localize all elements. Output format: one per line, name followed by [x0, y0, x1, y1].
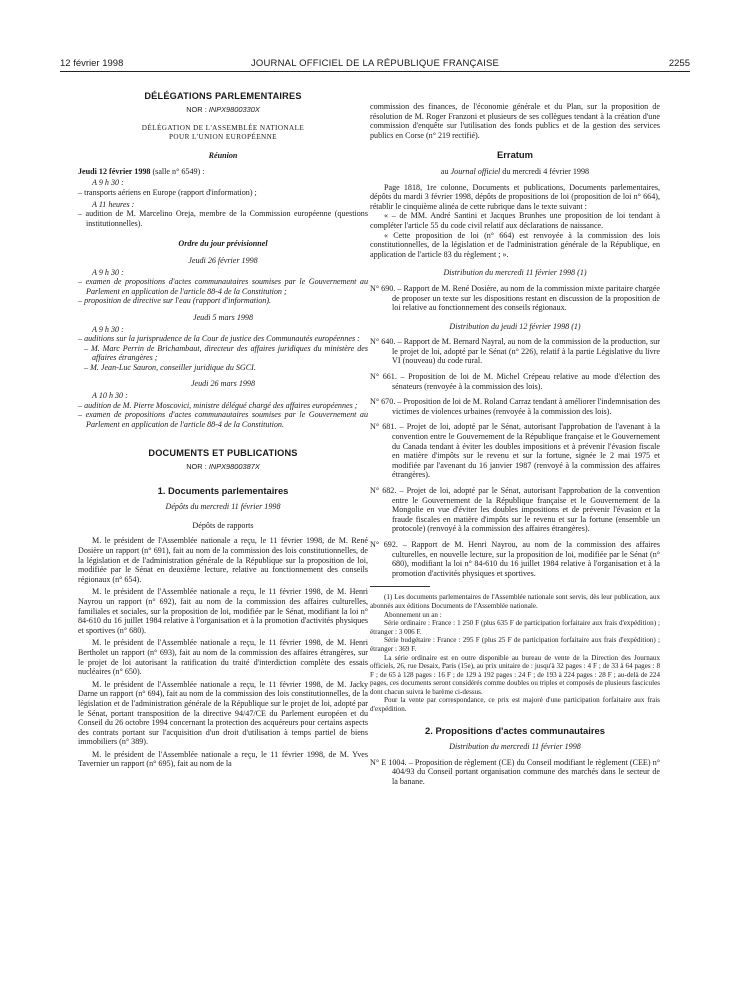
agenda-item: – auditions sur la jurisprudence de la Cour de justice des Communautés européennes :	[78, 334, 360, 344]
erratum-paragraph: « Cette proposition de loi (n° 664) est renvoyée à la commission des lois constitutionnelles, de la législation et de l'administration générale de la République, en application de l'article 83 du règlement ; ».	[370, 230, 660, 259]
agenda-date: Jeudi 5 mars 1998	[192, 312, 254, 322]
document-entry: N° 661. – Proposition de loi de M. Michel Crépeau relative au mode d'élection des sénateurs (renvoyée à la commission des lois).	[370, 372, 660, 391]
time-slot: A 9 h 30 :	[92, 324, 124, 334]
distribution-heading: Distribution du jeudi 12 février 1998 (1)	[449, 321, 581, 331]
document-entry: N° 690. – Rapport de M. René Dosière, au nom de la commission mixte paritaire chargée de proposer un texte sur les dispositions restant en discussion de la proposition de loi relative au fonctionnement des conseils régionaux.	[370, 283, 660, 313]
section-1-title: 1. Documents parlementaires	[157, 484, 289, 496]
agenda-subitem: – M. Marc Perrin de Brichambaut, directeur des affaires juridiques du ministère des affaires étrangères ;	[84, 343, 368, 363]
delegation-name: DÉLÉGATION DE L'ASSEMBLÉE NATIONALE POUR L'UNION EUROPÉENNE	[141, 124, 305, 142]
erratum-paragraph: « – de MM. André Santini et Jacques Brunhes une proposition de loi tendant à compléter l'article 55 du code civil relatif aux déclarations de naissance.	[370, 211, 660, 230]
document-entry: N° 670. – Proposition de loi de M. Roland Carraz tendant à améliorer l'indemnisation des victimes de violences urbaines (renvoyée à la commission des lois).	[370, 397, 660, 416]
delegations-nor: NOR : INPX9800330X	[186, 104, 260, 114]
agenda-item: – examen de propositions d'actes communautaires soumises par le Gouvernement au Parlement en application de l'article 88-4 de la Constitution.	[78, 410, 368, 429]
delegations-title: DÉLÉGATIONS PARLEMENTAIRES	[144, 91, 302, 101]
meeting-date: Jeudi 12 février 1998 (salle n° 6549) :	[78, 166, 205, 176]
footnote: La série ordinaire est en outre disponible au bureau de vente de la Direction des Journaux officiels, 26, rue Desaix, Paris (15e), au prix unitaire de : jusqu'à 32 pages : 4 F ; de 33 à 64 pages : 8 F ; de 65 à 128 pages : 16 F ; de 129 à 192 pages : 24 F ; de 193 à 224 pages : 28 F ; au-delà de 224 pages, ces documents seront considérés comme doubles ou triples et composés de plusieurs fascicules dont chacun suivra le barème ci-dessus.	[370, 653, 660, 696]
agenda-item: – audition de M. Pierre Moscovici, ministre délégué chargé des affaires européennes ;	[78, 400, 358, 410]
header-date: 12 février 1998	[60, 58, 124, 69]
report-paragraph: M. le président de l'Assemblée nationale a reçu, le 11 février 1998, de M. René Dosière un rapport (n° 691), fait au nom de la commission des lois constitutionnelles, de la législation et de l'administration générale de la République sur la proposition de loi, modifiée par le Sénat en deuxième lecture, relative au fonctionnement des conseils régionaux (n° 654).	[78, 536, 368, 584]
documents-title: DOCUMENTS ET PUBLICATIONS	[148, 448, 298, 459]
documents-nor: NOR : INPX9800387X	[186, 462, 260, 472]
provisional-agenda-heading: Ordre du jour prévisionnel	[178, 239, 268, 249]
report-paragraph: M. le président de l'Assemblée nationale a reçu, le 11 février 1998, de M. Henri Nayrou un rapport (n° 692), fait au nom de la commission des affaires culturelles, familiales et sociales, sur la proposition de loi, modifiée par le Sénat, modifiant la loi n° 84-610 du 16 juillet 1984 relative à l'organisation et à la promotion d'activités physiques et sportives (n° 680).	[78, 587, 368, 635]
footnote: Série ordinaire : France : 1 250 F (plus 635 F de participation forfaitaire aux frais d'expédition) ; étranger : 3 006 F.	[370, 619, 660, 636]
document-entry: N° 682. – Projet de loi, adopté par le Sénat, autorisant l'approbation de la convention entre le Gouvernement de la République française et le Gouvernement de la Mongolie en vue d'éviter les doubles impositions et de prévenir l'évasion et la fraude fiscales en matière d'impôts sur le revenu et sur la fortune (ensemble un protocole) (renvoyé à la commission des affaires étrangères).	[370, 486, 660, 534]
report-paragraph: M. le président de l'Assemblée nationale a reçu, le 11 février 1998, de M. Yves Tavernier un rapport (n° 695), fait au nom de la	[78, 749, 368, 769]
time-slot: A 11 heures :	[92, 199, 135, 209]
report-paragraph: M. le président de l'Assemblée nationale a reçu, le 11 février 1998, de M. Jacky Darne un rapport (n° 694), fait au nom de la commission des lois constitutionnelles, de la législation et de l'administration générale de la République sur le projet de loi, adopté par le Sénat, portant transposition de la directive 94/47/CE du Parlement européen et du Conseil du 26 octobre 1994 concernant la protection des acquéreurs pour certains aspects des contrats portant sur l'acquisition d'un droit d'utilisation à temps partiel de biens immobiliers (n° 389).	[78, 679, 368, 747]
footnote: Pour la vente par correspondance, ce prix est majoré d'une participation forfaitaire aux frais d'expédition.	[370, 696, 660, 714]
document-entry: N° 692. – Rapport de M. Henri Nayrou, au nom de la commission des affaires culturelles, en nouvelle lecture, sur la proposition de loi, modifiée par le Sénat (n° 680), modifiant la loi n° 84-610 du 16 juillet 1984 relative à l'organisation et à la promotion d'activités physiques et sportives.	[370, 539, 660, 578]
agenda-date: Jeudi 26 février 1998	[188, 255, 258, 265]
depots-label: Dépôts de rapports	[192, 520, 254, 530]
agenda-subitem: – M. Jean-Luc Sauron, conseiller juridique du SGCI.	[84, 362, 256, 372]
agenda-item: – proposition de directive sur l'eau (rapport d'information).	[78, 296, 272, 306]
reunion-heading: Réunion	[208, 151, 238, 161]
page-header	[60, 58, 690, 72]
continued-paragraph: commission des finances, de l'économie générale et du Plan, sur la proposition de résolution de M. Roger Franzoni et plusieurs de ses collègues tendant à la création d'une commission d'enquête sur l'utilisation des fonds publics et de la gestion des services publics en Corse (n° 219 rectifié).	[370, 102, 660, 140]
document-entry: N° E 1004. – Proposition de règlement (CE) du Conseil modifiant le règlement (CEE) n° 404/93 du Conseil portant organisation commune des marchés dans le secteur de la banane.	[370, 757, 660, 787]
agenda-date: Jeudi 26 mars 1998	[190, 379, 256, 389]
time-slot: A 9 h 30 :	[92, 178, 124, 188]
agenda-item: – audition de M. Marcelino Oreja, membre de la Commission européenne (questions institutionnelles).	[78, 209, 368, 228]
distribution-heading: Distribution du mercredi 11 février 1998 (1)	[443, 268, 587, 278]
footnote: Abonnement un an :	[384, 610, 442, 619]
footnote: (1) Les documents parlementaires de l'Assemblée nationale sont servis, dès leur publication, aux abonnés aux éditions Documents de l'Assemblée nationale.	[370, 593, 660, 610]
report-paragraph: M. le président de l'Assemblée nationale a reçu, le 11 février 1998, de M. Henri Bertholet un rapport (n° 693), fait au nom de la commission des affaires étrangères, sur le projet de loi autorisant la ratification du traité d'interdiction complète des essais nucléaires (n° 650).	[78, 638, 368, 677]
section-1-subtitle: Dépôts du mercredi 11 février 1998	[165, 502, 281, 512]
erratum-subtitle: au Journal officiel du mercredi 4 février 1998	[440, 166, 590, 176]
right-column	[370, 102, 660, 787]
header-page-number: 2255	[668, 58, 690, 69]
time-slot: A 10 h 30 :	[92, 391, 128, 401]
header-journal-title: JOURNAL OFFICIEL DE LA RÉPUBLIQUE FRANÇAISE	[250, 58, 500, 69]
time-slot: A 9 h 30 :	[92, 267, 124, 277]
section-2-title: 2. Propositions d'actes communautaires	[425, 724, 605, 736]
footnote: Série budgétaire : France : 295 F (plus 25 F de participation forfaitaire aux frais d'expédition) ; étranger : 369 F.	[370, 636, 660, 653]
document-entry: N° 640. – Rapport de M. Bernard Nayral, au nom de la commission de la production, sur le projet de loi, adopté par le Sénat (n° 226), relatif à la partie Législative du livre VI (nouveau) du code rural.	[370, 337, 660, 366]
agenda-item: – transports aériens en Europe (rapport d'information) ;	[78, 187, 257, 197]
document-entry: N° 681. – Projet de loi, adopté par le Sénat, autorisant l'approbation de l'avenant à la convention entre le Gouvernement de la République française et le Gouvernement du Canada tendant à éviter les doubles impositions et à prévenir l'évasion fiscale en matière d'impôts sur le revenu et sur la fortune, signée le 2 mai 1975 et modifiée par l'avenant du 16 janvier 1987 (renvoyé à la commission des affaires étrangères).	[370, 422, 660, 480]
footnote-rule	[370, 586, 430, 587]
erratum-heading: Erratum	[497, 149, 533, 161]
section-2-subtitle: Distribution du mercredi 11 février 1998	[449, 742, 581, 752]
erratum-paragraph: Page 1818, 1re colonne, Documents et publications, Documents parlementaires, dépôts du mardi 3 février 1998, dépôts de propositions de loi (proposition de loi n° 664), rétablir le cinquième alinéa de cette rubrique dans le texte suivant :	[370, 182, 660, 211]
agenda-item: – examen de propositions d'actes communautaires soumises par le Gouvernement au Parlement en application de l'article 88-4 de la Constitution ;	[78, 277, 368, 296]
header-rule	[60, 71, 690, 72]
left-column	[78, 92, 368, 769]
